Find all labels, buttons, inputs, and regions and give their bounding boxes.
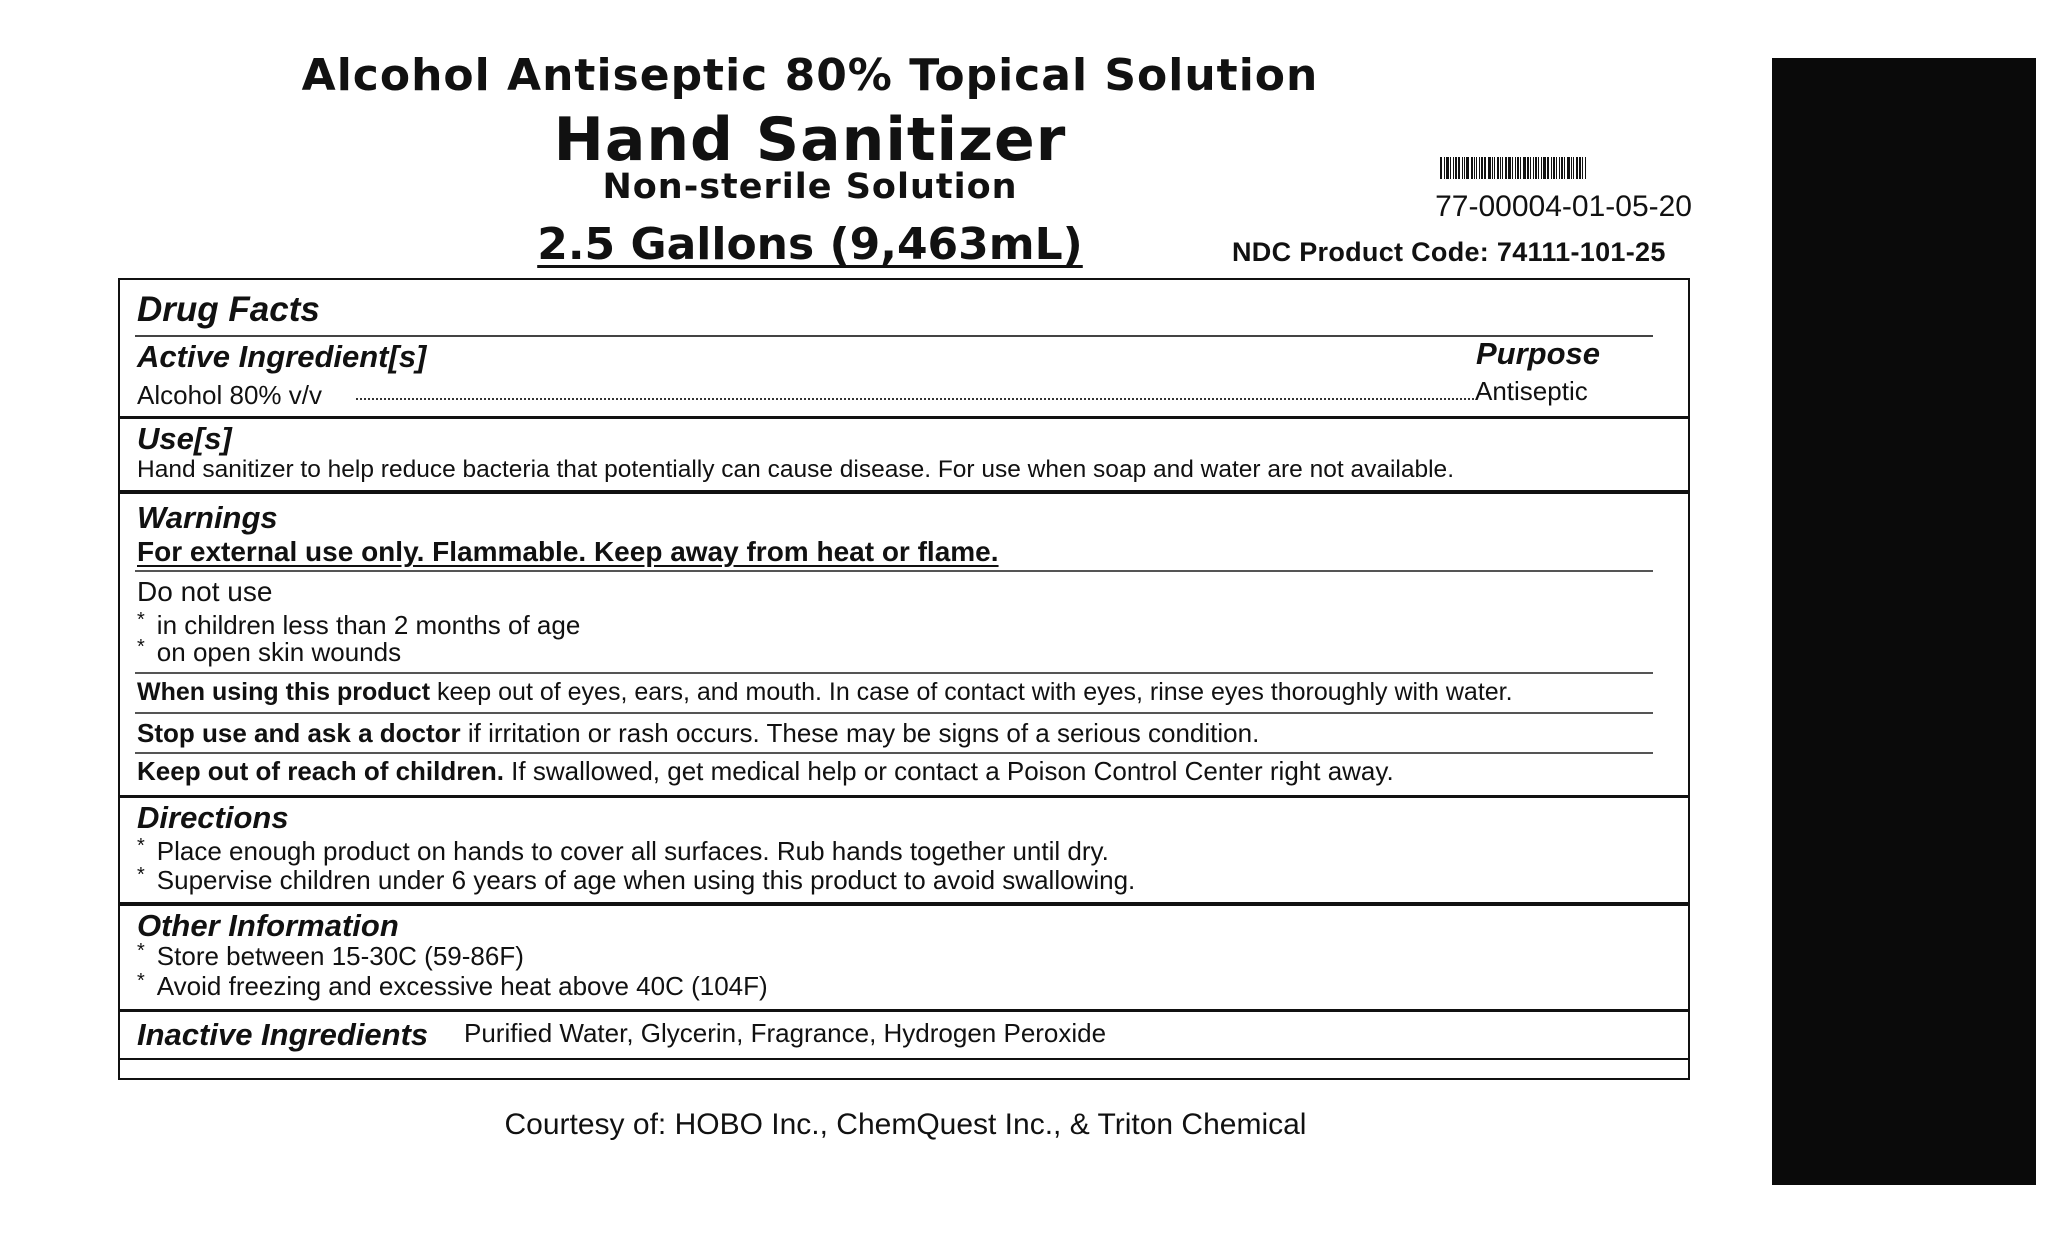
- divider: [135, 712, 1653, 714]
- list-item: * in children less than 2 months of age: [137, 609, 581, 640]
- product-title: Alcohol Antiseptic 80% Topical Solution: [301, 50, 1319, 101]
- black-bar: [1772, 58, 2036, 1185]
- list-item: * Supervise children under 6 years of age when using this product to avoid swallowing.: [137, 864, 1136, 895]
- drug-facts-title: Drug Facts: [137, 290, 320, 329]
- active-ingredient: Alcohol 80% v/v: [137, 380, 322, 410]
- list-item: * Place enough product on hands to cover all surfaces. Rub hands together until dry.: [137, 835, 1109, 866]
- drug-facts-panel: [118, 278, 1690, 1080]
- list-item: * Avoid freezing and excessive heat above 40C (104F): [137, 970, 768, 1001]
- warnings-heading: Warnings: [137, 500, 278, 535]
- ndc-code: NDC Product Code: 74111-101-25: [1232, 237, 1666, 267]
- barcode-icon: [1440, 157, 1665, 179]
- divider: [120, 490, 1688, 494]
- divider: [120, 902, 1688, 906]
- list-item: * on open skin wounds: [137, 636, 402, 667]
- divider: [135, 335, 1653, 337]
- product-volume: 2.5 Gallons (9,463mL): [537, 219, 1083, 270]
- stop-use: Stop use and ask a doctor if irritation or rash occurs. These may be signs of a serious condition.: [137, 718, 1260, 748]
- divider: [120, 795, 1688, 798]
- inactive-ingredients-heading: Inactive Ingredients: [137, 1017, 429, 1052]
- do-not-use-heading: Do not use: [137, 576, 273, 607]
- divider: [135, 570, 1653, 572]
- divider: [120, 1058, 1688, 1060]
- active-ingredients-heading: Active Ingredient[s]: [137, 339, 427, 374]
- divider: [135, 672, 1653, 674]
- directions-heading: Directions: [137, 800, 289, 835]
- when-using: When using this product keep out of eyes, ears, and mouth. In case of contact with eyes, rinse eyes thoroughly with water.: [137, 678, 1513, 706]
- list-item: * Store between 15-30C (59-86F): [137, 940, 524, 971]
- leader-dots: [356, 398, 1474, 400]
- product-name: Hand Sanitizer: [553, 105, 1067, 175]
- courtesy-footer: Courtesy of: HOBO Inc., ChemQuest Inc., & Triton Chemical: [504, 1108, 1307, 1141]
- uses-text: Hand sanitizer to help reduce bacteria that potentially can cause disease. For use when soap and water are not available.: [137, 456, 1454, 483]
- inactive-ingredients-text: Purified Water, Glycerin, Fragrance, Hydrogen Peroxide: [464, 1018, 1107, 1048]
- purpose-heading: Purpose: [1476, 336, 1601, 371]
- keep-out: Keep out of reach of children. If swallowed, get medical help or contact a Poison Control Center right away.: [137, 756, 1394, 786]
- active-purpose: Antiseptic: [1475, 376, 1588, 406]
- warnings-external: For external use only. Flammable. Keep away from heat or flame.: [137, 536, 999, 567]
- divider: [120, 416, 1688, 419]
- divider: [135, 752, 1653, 754]
- other-information-heading: Other Information: [137, 908, 399, 943]
- divider: [120, 1009, 1688, 1012]
- lot-code: 77-00004-01-05-20: [1435, 190, 1692, 223]
- uses-heading: Use[s]: [137, 421, 232, 456]
- product-subtitle: Non-sterile Solution: [602, 167, 1018, 207]
